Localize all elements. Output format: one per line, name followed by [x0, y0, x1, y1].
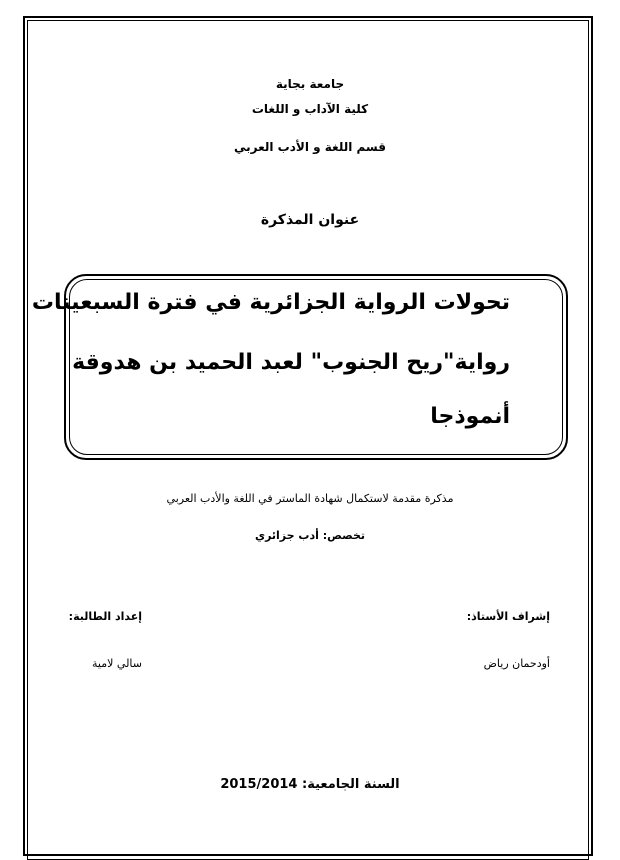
- department-name: قسم اللغة و الأدب العربي: [234, 140, 386, 154]
- specialty: تخصص: أدب جزائري: [254, 529, 366, 542]
- memo-title-label: عنوان المذكرة: [260, 212, 360, 228]
- faculty-name: كلية الآداب و اللغات: [251, 102, 369, 116]
- supervisor-label: إشراف الأستاذ:: [466, 610, 550, 623]
- academic-year: السنة الجامعية: 2015/2014: [220, 777, 400, 792]
- memo-title-line-2: رواية"ريح الجنوب" لعبد الحميد بن هدوقة: [72, 350, 510, 375]
- student-label: إعداد الطالبة:: [68, 610, 142, 623]
- memo-title-line-3: أنموذجا: [430, 404, 510, 429]
- memo-title-line-1: تحولات الرواية الجزائرية في فترة السبعينات: [31, 290, 510, 315]
- university-name: جامعة بجاية: [275, 77, 345, 91]
- student-name: سالي لامية: [92, 657, 142, 670]
- memo-description: مذكرة مقدمة لاستكمال شهادة الماستر في اللغة والأدب العربي: [166, 492, 454, 505]
- supervisor-name: أودحمان رياض: [483, 657, 550, 670]
